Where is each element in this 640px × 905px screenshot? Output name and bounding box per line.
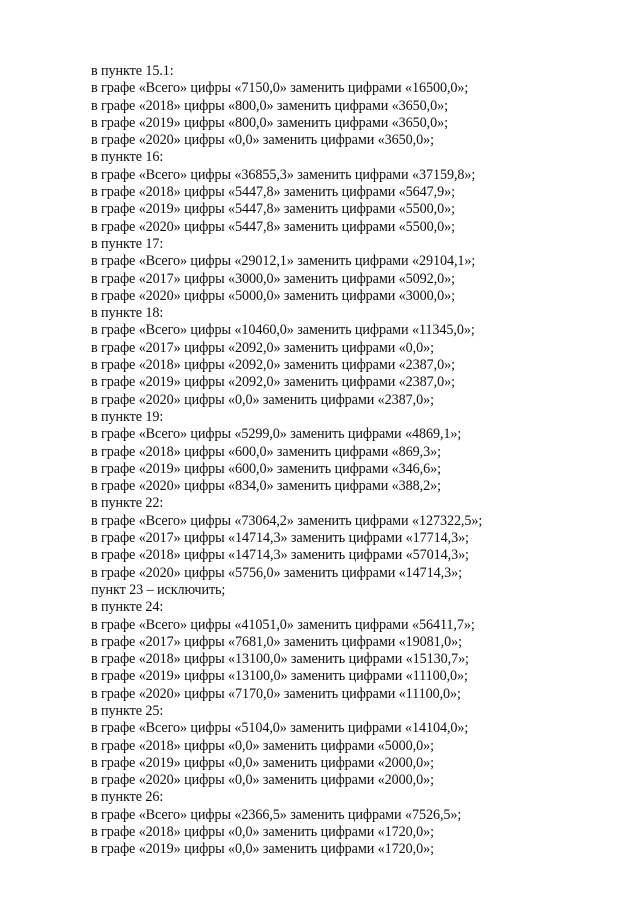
amendment-line: в графе «2017» цифры «2092,0» заменить цифрами «0,0»; [91,339,434,356]
amendment-line: в графе «2019» цифры «0,0» заменить цифрами «2000,0»; [91,754,434,771]
section-heading-line: в пункте 19: [91,408,164,425]
section-heading-line: в пункте 16: [91,149,164,166]
amendment-line: в графе «Всего» цифры «41051,0» заменить цифрами «56411,7»; [91,616,475,633]
amendment-line: в графе «2017» цифры «14714,3» заменить цифрами «17714,3»; [91,530,469,547]
amendment-line: в графе «Всего» цифры «36855,3» заменить цифрами «37159,8»; [91,166,476,183]
amendment-line: в графе «2019» цифры «2092,0» заменить цифрами «2387,0»; [91,374,455,391]
amendment-line: в графе «Всего» цифры «29012,1» заменить цифрами «29104,1»; [91,253,476,270]
amendment-line: в графе «2020» цифры «834,0» заменить цифрами «388,2»; [91,478,441,495]
amendment-line: в графе «2018» цифры «14714,3» заменить цифрами «57014,3»; [91,547,469,564]
amendment-line: пункт 23 – исключить; [91,581,226,598]
amendment-line: в графе «2019» цифры «0,0» заменить цифрами «1720,0»; [91,841,434,858]
amendment-line: в графе «Всего» цифры «5104,0» заменить цифрами «14104,0»; [91,720,469,737]
amendment-line: в графе «Всего» цифры «73064,2» заменить цифрами «127322,5»; [91,512,483,529]
amendment-line: в графе «2018» цифры «600,0» заменить цифрами «869,3»; [91,443,441,460]
amendment-line: в графе «Всего» цифры «10460,0» заменить цифрами «11345,0»; [91,322,475,339]
amendment-line: в графе «2018» цифры «800,0» заменить цифрами «3650,0»; [91,97,448,114]
amendment-line: в графе «2020» цифры «5756,0» заменить цифрами «14714,3»; [91,564,462,581]
section-heading-line: в пункте 17: [91,235,164,252]
section-heading-line: в пункте 18: [91,305,164,322]
document-body [91,63,482,859]
amendment-line: в графе «2018» цифры «0,0» заменить цифрами «1720,0»; [91,824,434,841]
section-heading-line: в пункте 25: [91,702,164,719]
amendment-line: в графе «2017» цифры «3000,0» заменить цифрами «5092,0»; [91,270,455,287]
amendment-line: в графе «2020» цифры «0,0» заменить цифрами «2387,0»; [91,391,434,408]
amendment-line: в графе «2019» цифры «600,0» заменить цифрами «346,6»; [91,460,441,477]
amendment-line: в графе «2020» цифры «5447,8» заменить цифрами «5500,0»; [91,218,455,235]
amendment-line: в графе «Всего» цифры «7150,0» заменить цифрами «16500,0»; [91,80,469,97]
amendment-line: в графе «2019» цифры «13100,0» заменить цифрами «11100,0»; [91,668,468,685]
amendment-line: в графе «Всего» цифры «5299,0» заменить цифрами «4869,1»; [91,426,462,443]
amendment-line: в графе «Всего» цифры «2366,5» заменить цифрами «7526,5»; [91,806,462,823]
section-heading-line: в пункте 22: [91,495,164,512]
section-heading-line: в пункте 24: [91,599,164,616]
section-heading-line: в пункте 15.1: [91,63,174,79]
amendment-line: в графе «2018» цифры «0,0» заменить цифрами «5000,0»; [91,737,434,754]
amendment-line: в графе «2017» цифры «7681,0» заменить цифрами «19081,0»; [91,633,462,650]
amendment-line: в графе «2018» цифры «5447,8» заменить цифрами «5647,9»; [91,184,455,201]
amendment-line: в графе «2020» цифры «0,0» заменить цифрами «2000,0»; [91,772,434,789]
amendment-line: в графе «2018» цифры «2092,0» заменить цифрами «2387,0»; [91,357,455,374]
section-heading-line: в пункте 26: [91,789,164,806]
amendment-line: в графе «2019» цифры «800,0» заменить цифрами «3650,0»; [91,114,448,131]
amendment-line: в графе «2020» цифры «5000,0» заменить цифрами «3000,0»; [91,287,455,304]
amendment-line: в графе «2020» цифры «0,0» заменить цифрами «3650,0»; [91,132,434,149]
amendment-line: в графе «2020» цифры «7170,0» заменить цифрами «11100,0»; [91,685,461,702]
amendment-line: в графе «2018» цифры «13100,0» заменить цифрами «15130,7»; [91,651,469,668]
amendment-line: в графе «2019» цифры «5447,8» заменить цифрами «5500,0»; [91,201,455,218]
